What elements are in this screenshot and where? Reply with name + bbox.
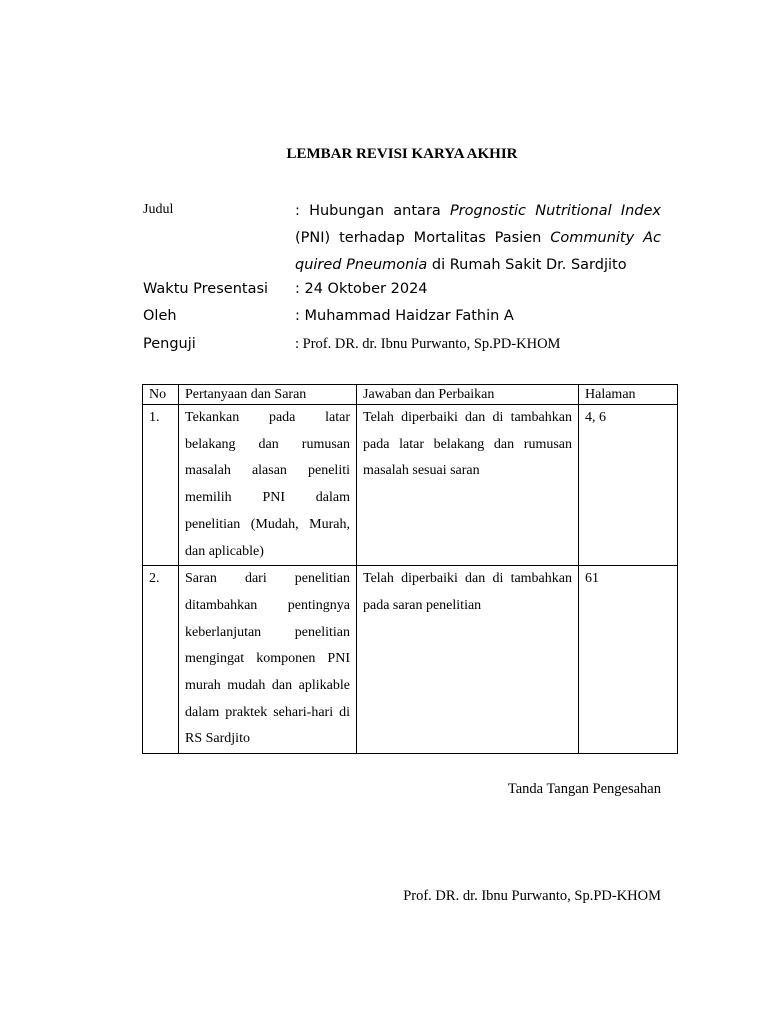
header-halaman: Halaman <box>579 385 678 405</box>
judul-label: Judul <box>143 202 174 217</box>
cell-halaman: 61 <box>579 566 678 754</box>
judul-line-1-italic: Prognostic Nutritional Index <box>449 203 661 219</box>
signature-name: Prof. DR. dr. Ibnu Purwanto, Sp.PD-KHOM <box>403 888 661 904</box>
cell-jawaban <box>357 566 579 754</box>
judul-line-3-italic: quired Pneumonia <box>295 257 428 273</box>
judul-line-3-text: di Rumah Sakit Dr. Sardjito <box>427 257 627 273</box>
header-no: No <box>143 385 179 405</box>
document-title: LEMBAR REVISI KARYA AKHIR <box>286 146 518 162</box>
table-row <box>143 566 678 754</box>
cell-pertanyaan <box>179 566 357 754</box>
cell-pertanyaan-text: Tekankan pada latar belakang dan rumusan masalah alasan peneliti memilih PNI dalam penelitian (Mudah, Murah, dan aplicable) <box>185 410 350 559</box>
penguji-label: Penguji <box>143 336 196 352</box>
judul-line-2-italic: Community Ac <box>550 230 662 246</box>
cell-pertanyaan-text: Saran dari penelitian ditambahkan pentingnya keberlanjutan penelitian mengingat komponen PNI murah mudah dan aplikable dalam praktek sehari-hari di RS Sardjito <box>185 571 350 747</box>
cell-jawaban-text: Telah diperbaiki dan di tambahkan pada latar belakang dan rumusan masalah sesuai saran <box>363 410 572 479</box>
signature-label: Tanda Tangan Pengesahan <box>507 781 661 797</box>
waktu-label: Waktu Presentasi <box>143 281 269 297</box>
header-pertanyaan: Pertanyaan dan Saran <box>179 385 357 405</box>
table-row <box>143 405 678 566</box>
oleh-value: : Muhammad Haidzar Fathin A <box>295 308 514 324</box>
header-jawaban: Jawaban dan Perbaikan <box>357 385 579 405</box>
cell-no: 2. <box>143 566 179 754</box>
judul-line-2-text: (PNI) terhadap Mortalitas Pasien <box>295 230 551 246</box>
judul-value <box>295 198 661 279</box>
cell-no: 1. <box>143 405 179 566</box>
revision-table <box>142 384 678 754</box>
judul-line-3 <box>295 252 661 279</box>
table-header-row <box>143 385 678 405</box>
penguji-value: : Prof. DR. dr. Ibnu Purwanto, Sp.PD-KHOM <box>295 336 561 352</box>
judul-line-2 <box>295 225 661 252</box>
oleh-label: Oleh <box>143 308 177 324</box>
cell-halaman: 4, 6 <box>579 405 678 566</box>
waktu-value: : 24 Oktober 2024 <box>295 281 428 297</box>
judul-line-1 <box>295 198 661 225</box>
judul-line-1-text: : Hubungan antara <box>295 203 450 219</box>
cell-pertanyaan <box>179 405 357 566</box>
cell-jawaban <box>357 405 579 566</box>
cell-jawaban-text: Telah diperbaiki dan di tambahkan pada saran penelitian <box>363 571 572 613</box>
